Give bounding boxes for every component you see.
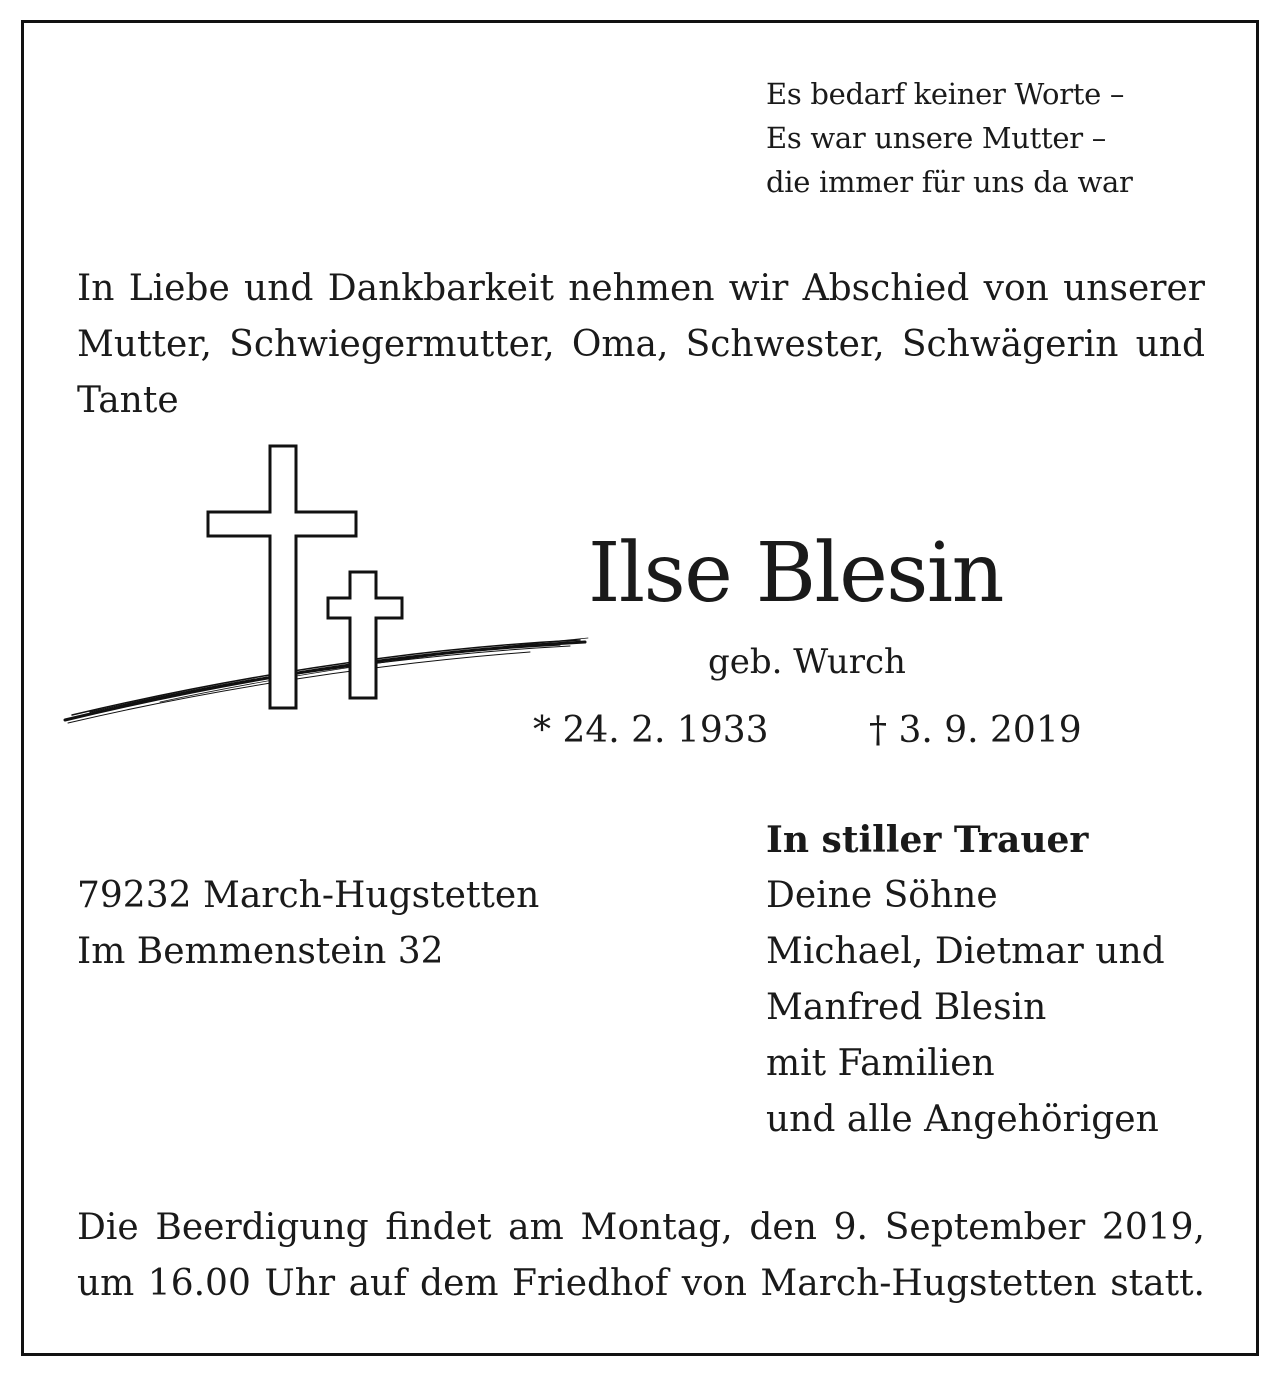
funeral-line: um 16.00 Uhr auf dem Friedhof von March-Hugstetten statt. [77,1263,1205,1304]
maiden-name: geb. Wurch [708,642,906,682]
life-dates [533,703,1082,759]
mourners-line: Manfred Blesin [766,987,1047,1028]
mourners-heading: In stiller Trauer [766,819,1089,861]
mourners-line: Deine Söhne [766,875,998,916]
address-line: Im Bemmenstein 32 [77,931,444,972]
motto-line: Es war unsere Mutter – [766,121,1106,155]
mourners-line: und alle Angehörigen [766,1099,1159,1140]
address-line: 79232 March-Hugstetten [77,875,540,916]
intro-line: Tante [77,380,179,421]
crosses-on-hill-icon [60,440,600,730]
motto-line: Es bedarf keiner Worte – [766,77,1125,111]
birth-date: * 24. 2. 1933 [533,710,769,751]
motto-verse [766,72,1133,204]
address-block [77,868,539,980]
funeral-line: Die Beerdigung findet am Montag, den 9. September 2019, [77,1207,1205,1248]
mourners-line: Michael, Dietmar und [766,931,1165,972]
mourners-block [766,812,1165,1148]
motto-line: die immer für uns da war [766,165,1133,199]
mourners-line: mit Familien [766,1043,995,1084]
funeral-notice [77,1200,1205,1312]
intro-line: Mutter, Schwiegermutter, Oma, Schwester, Schwägerin und [77,324,1205,365]
death-date: † 3. 9. 2019 [869,710,1082,751]
intro-line: In Liebe und Dankbarkeit nehmen wir Abschied von unserer [77,268,1205,309]
deceased-name: Ilse Blesin [588,526,1003,621]
intro-paragraph [77,261,1205,429]
